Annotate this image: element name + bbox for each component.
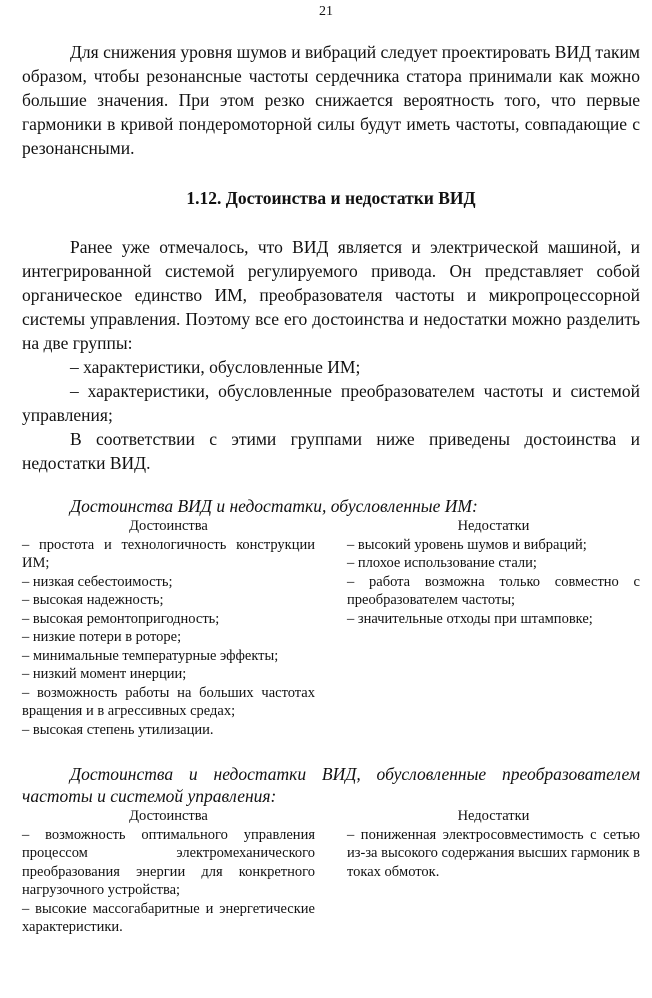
group-item-im: – характеристики, обусловленные ИМ; <box>70 357 361 377</box>
table1-disadvantages-title: Недостатки <box>457 518 530 534</box>
list-item: – низкая себестоимость; <box>22 573 173 590</box>
list-item: – низкий момент инерции; <box>22 666 187 682</box>
table1-title: Достоинства ВИД и недостатки, обусловленные ИМ: <box>70 496 478 516</box>
list-item: – высокие массогабаритные и энергетические характеристики. <box>22 900 315 935</box>
table1-advantages-title: Достоинства <box>129 518 208 534</box>
table2-title: Достоинства и недостатки ВИД, обусловленные преобразователем частоты и системой управления: <box>22 764 640 806</box>
list-item: – высокая надежность; <box>22 592 164 608</box>
list-item: – работа возможна только совместно с преобразователем частоты; <box>347 573 640 608</box>
page-body <box>22 40 640 937</box>
table2-disadvantages-title: Недостатки <box>457 808 530 824</box>
table1-disadvantages-column <box>347 517 640 739</box>
table2-columns <box>22 807 640 937</box>
section-paragraph: Ранее уже отмечалось, что ВИД является и электрической машиной, и интегрированной системой регулируемого привода. Он представляет собой органическое единство ИМ, преобразователя частоты и микропроцессорной системы управления. Поэтому все его достоинства и недостатки можно разделить на две группы: <box>22 237 640 353</box>
table1-disadvantages-list <box>347 536 640 629</box>
list-item: – минимальные температурные эффекты; <box>22 647 279 664</box>
table2-disadvantages-column <box>347 807 640 937</box>
table1-columns <box>22 517 640 739</box>
list-item: – низкие потери в роторе; <box>22 629 182 645</box>
list-item: – значительные отходы при штамповке; <box>347 610 593 627</box>
list-item: – возможность оптимального управления процессом электромеханического преобразования энергии для конкретного нагрузочного устройства; <box>22 826 315 898</box>
transition-paragraph: В соответствии с этими группами ниже приведены достоинства и недостатки ВИД. <box>22 429 640 473</box>
list-item: – высокая степень утилизации. <box>22 721 214 738</box>
table2-disadvantages-list <box>347 826 640 882</box>
list-item: – пониженная электросовместимость с сетью из-за высокого содержания высших гармоник в токах обмоток. <box>347 826 640 880</box>
group-item-converter: – характеристики, обусловленные преобразователем частоты и системой управления; <box>22 381 640 425</box>
table1-advantages-list <box>22 536 315 740</box>
list-item: – возможность работы на больших частотах вращения и в агрессивных средах; <box>22 684 315 719</box>
section-heading: 1.12. Достоинства и недостатки ВИД <box>186 188 476 208</box>
table1-advantages-column <box>22 517 315 739</box>
page-number: 21 <box>319 4 333 19</box>
list-item: – высокая ремонтопригодность; <box>22 610 220 627</box>
table2-advantages-title: Достоинства <box>129 808 208 824</box>
list-item: – высокий уровень шумов и вибраций; <box>347 536 587 553</box>
list-item: – простота и технологичность конструкции ИМ; <box>22 536 315 571</box>
table2-advantages-list <box>22 826 315 937</box>
table2-advantages-column <box>22 807 315 937</box>
intro-paragraph: Для снижения уровня шумов и вибраций следует проектировать ВИД таким образом, чтобы резонансные частоты сердечника статора принимали как можно большие значения. При этом резко снижается вероятность того, что первые гармоники в кривой пондеромоторной силы будут иметь частоты, совпадающие с резонансными. <box>22 42 640 158</box>
list-item: – плохое использование стали; <box>347 555 537 571</box>
